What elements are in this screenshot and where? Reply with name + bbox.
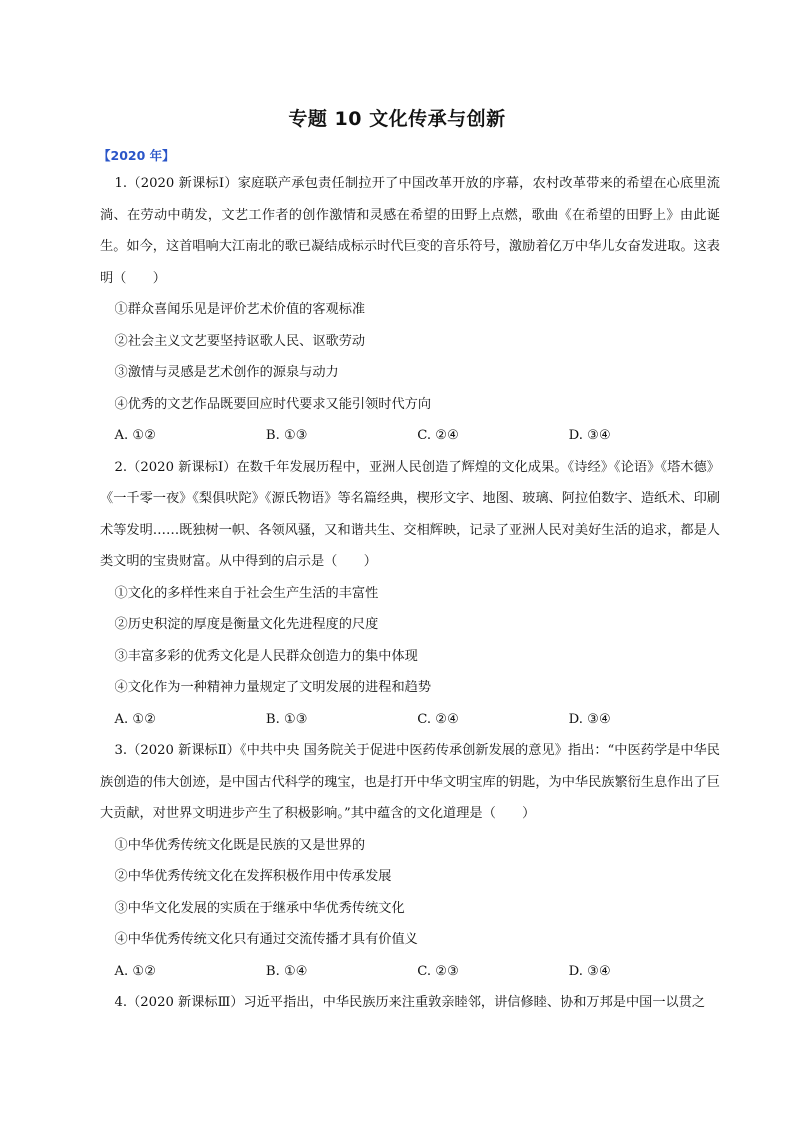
choice-a: A. ①② (114, 711, 157, 727)
statement-option: ③激情与灵感是艺术创作的源泉与动力 (114, 365, 339, 380)
statement-option: ②社会主义文艺要坚持讴歌人民、讴歌劳动 (114, 333, 366, 349)
answer-choices (100, 420, 720, 452)
statement-option: ④文化作为一种精神力量规定了文明发展的进程和趋势 (114, 680, 432, 695)
question-stem: 3.（2020 新课标Ⅱ）《中共中央 国务院关于促进中医药传承创新发展的意见》指出：“中医药学是中华民族创造的伟大创迹，是中国古代科学的瑰宝，也是打开中华文明宝库的钥匙，为中华民族繁衍生息作出了巨大贡献，对世界文明进步产生了积极影响。”其中蕴含的文化道理是（ ） (100, 743, 720, 821)
answer-choices (100, 956, 720, 988)
choice-b: B. ①③ (265, 428, 308, 443)
question-stem: 2.（2020 新课标Ⅰ）在数千年发展历程中，亚洲人民创造了辉煌的文化成果。《诗经》《论语》《塔木德》《一千零一夜》《梨俱吠陀》《源氏物语》等名篇经典，楔形文字、地图、玻璃、阿拉伯数字、造纸术、印刷术等发明……既独树一帜、各领风骚，又和谐共生、交相辉映，记录了亚洲人民对美好生活的追求，都是人类文明的宝贵财富。从中得到的启示是（ ） (100, 459, 720, 569)
choice-d: D. ③④ (568, 963, 611, 979)
page-title: 专题 10 文化传承与创新 (288, 108, 506, 130)
section-heading: 【2020 年】 (98, 148, 175, 163)
statement-option: ①群众喜闻乐见是评价艺术价值的客观标准 (114, 302, 366, 317)
question-list (100, 168, 720, 1019)
statement-option: ②中华优秀传统文化在发挥积极作用中传承发展 (114, 869, 392, 884)
question-2 (100, 452, 720, 736)
statement-option: ④中华优秀传统文化只有通过交流传播才具有价值义 (114, 932, 418, 947)
choice-c: C. ②④ (417, 711, 459, 727)
choice-c: C. ②④ (417, 428, 459, 443)
choice-d: D. ③④ (568, 711, 611, 727)
choice-c: C. ②③ (417, 963, 459, 979)
statement-option: ④优秀的文艺作品既要回应时代要求又能引领时代方向 (114, 396, 432, 412)
question-4 (100, 987, 720, 1019)
choice-d: D. ③④ (568, 428, 611, 443)
statement-option: ①中华优秀传统文化既是民族的又是世界的 (114, 837, 366, 853)
choice-b: B. ①③ (265, 711, 308, 727)
question-3 (100, 735, 720, 987)
answer-choices (100, 704, 720, 736)
statement-option: ②历史积淀的厚度是衡量文化先进程度的尺度 (114, 617, 379, 632)
choice-b: B. ①④ (265, 963, 308, 979)
question-1 (100, 168, 720, 452)
choice-a: A. ①② (114, 428, 157, 443)
statement-option: ①文化的多样性来自于社会生产生活的丰富性 (114, 585, 379, 601)
choice-a: A. ①② (114, 963, 157, 979)
question-stem: 4.（2020 新课标Ⅲ）习近平指出，中华民族历来注重敦亲睦邻，讲信修睦、协和万邦是中国一以贯之 (114, 995, 706, 1010)
statement-option: ③丰富多彩的优秀文化是人民群众创造力的集中体现 (114, 648, 418, 664)
statement-option: ③中华文化发展的实质在于继承中华优秀传统文化 (114, 900, 405, 916)
question-stem: 1.（2020 新课标Ⅰ）家庭联产承包责任制拉开了中国改革开放的序幕，农村改革带来的希望在心底里流淌、在劳动中萌发，文艺工作者的创作激情和灵感在希望的田野上点燃，歌曲《在希望的田野上》由此诞生。如今，这首唱响大江南北的歌已凝结成标示时代巨变的音乐符号，激励着亿万中华儿女奋发进取。这表明（ ） (100, 176, 720, 286)
